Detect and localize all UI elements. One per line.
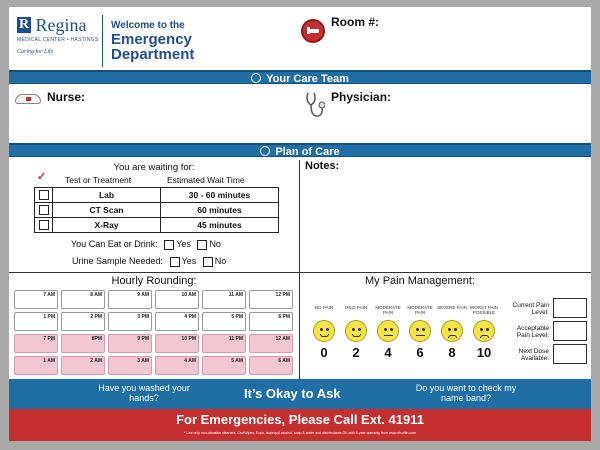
bed-icon (301, 19, 325, 43)
next-dose-label: Next Dose Available: (518, 348, 549, 362)
rounding-slot[interactable]: 11 AM (202, 290, 246, 309)
eat-drink-label: You Can Eat or Drink: (71, 239, 158, 249)
rounding-slot[interactable]: 7 PM (14, 334, 58, 353)
col-header-wait: Estimated Wait Time (167, 175, 245, 185)
pain-management-title: My Pain Management: (364, 275, 476, 287)
rounding-slot[interactable]: 12 PM (249, 290, 293, 309)
urine-yes-checkbox[interactable] (170, 257, 180, 267)
physician-label: Physician: (331, 90, 392, 104)
rounding-slot[interactable]: 5 PM (202, 312, 246, 331)
pain-face-caption: NO PAIN (314, 305, 334, 310)
section-divider-horizontal (9, 272, 591, 273)
logo-r-icon: R (18, 17, 30, 32)
page-title: Emergency Department (111, 31, 195, 63)
current-pain-label: Current Pain Level: (512, 302, 549, 316)
x-ray-checkbox[interactable] (39, 220, 49, 230)
no-label: No (214, 256, 227, 266)
test-wait: 45 minutes (161, 218, 279, 233)
rounding-slot[interactable]: 3 PM (108, 312, 152, 331)
rounding-slot[interactable]: 8 AM (61, 290, 105, 309)
rounding-slot[interactable]: 9 AM (108, 290, 152, 309)
fine-print: * Use only non-abrasive cleaners. CaviWipes, Expo, isopropyl alcohol, soap & water and disinfectants OK with 5-year warranty from www.elsoftin.com (183, 431, 417, 435)
rounding-slot[interactable]: 1 PM (14, 312, 58, 331)
name-band-prompt: Do you want to check my name band? (415, 383, 517, 403)
rounding-slot[interactable]: 4 AM (155, 356, 199, 375)
acceptable-pain-label: Acceptable Pain Level: (516, 325, 549, 339)
ct-scan-checkbox[interactable] (39, 205, 49, 215)
rounding-slot[interactable]: 2 AM (61, 356, 105, 375)
acceptable-pain-field[interactable] (553, 321, 587, 341)
pain-face-caption: MODERATE PAIN (375, 305, 401, 315)
pain-face-caption: SEVERE PAIN (437, 305, 467, 310)
test-wait: 30 - 60 minutes (161, 188, 279, 203)
table-row (35, 188, 279, 203)
plan-icon (260, 146, 270, 156)
rounding-slot[interactable]: 7 AM (14, 290, 58, 309)
notes-label: Notes: (305, 160, 340, 172)
rounding-slot[interactable]: 11 PM (202, 334, 246, 353)
hospital-logo (17, 17, 105, 55)
plan-title: Plan of Care (275, 146, 340, 158)
whiteboard (9, 7, 591, 441)
emergency-text: For Emergencies, Please Call Ext. 41911 (176, 412, 424, 427)
plan-of-care-bar (9, 143, 591, 157)
logo-subtitle: MEDICAL CENTER • HASTINGS (17, 37, 99, 43)
urine-row (72, 256, 226, 267)
care-team-bar (9, 70, 591, 84)
no-label: No (209, 239, 221, 249)
table-row (35, 218, 279, 233)
rounding-slot[interactable]: 9 PM (108, 334, 152, 353)
rounding-slot[interactable]: 10 AM (155, 290, 199, 309)
eat-yes-checkbox[interactable] (164, 240, 174, 250)
test-name: Lab (53, 188, 161, 203)
hourly-rounding-title: Hourly Rounding: (111, 275, 197, 287)
rounding-slot[interactable]: 3 AM (108, 356, 152, 375)
hand-wash-prompt: Have you washed your hands? (98, 383, 190, 403)
pain-face-icon[interactable] (409, 320, 431, 342)
col-header-test: Test or Treatment (65, 175, 132, 185)
pain-face-value: 2 (352, 345, 360, 360)
checkmark-icon: ✓ (37, 171, 47, 183)
rounding-slot[interactable]: 10 PM (155, 334, 199, 353)
ask-bar (9, 379, 591, 409)
care-team-title: Your Care Team (266, 73, 349, 85)
test-wait: 60 minutes (161, 203, 279, 218)
next-dose-field[interactable] (553, 344, 587, 364)
section-divider-vertical (299, 160, 300, 379)
pain-face-caption: WORST PAIN POSSIBLE (469, 305, 499, 315)
table-row (35, 203, 279, 218)
test-name: CT Scan (53, 203, 161, 218)
room-label: Room #: (331, 15, 379, 29)
pain-face-value: 8 (448, 345, 456, 360)
eat-drink-row (71, 239, 221, 250)
okay-to-ask-heading: It’s Okay to Ask (244, 386, 341, 401)
yes-label: Yes (181, 256, 197, 266)
pain-face-icon[interactable] (345, 320, 367, 342)
rounding-slot[interactable]: 6 AM (249, 356, 293, 375)
rounding-slot[interactable]: 1 AM (14, 356, 58, 375)
stethoscope-icon (303, 91, 325, 121)
pain-face-value: 0 (320, 345, 328, 360)
rounding-slot[interactable]: 2 PM (61, 312, 105, 331)
pain-face-caption: MILD PAIN (344, 305, 368, 310)
logo-name: Regina (35, 15, 87, 35)
logo-tagline: Caring for Life (17, 49, 54, 55)
team-icon (251, 73, 261, 83)
pain-face-value: 4 (384, 345, 392, 360)
urine-label: Urine Sample Needed: (72, 256, 164, 266)
pain-face-value: 10 (476, 345, 492, 360)
yes-label: Yes (176, 239, 191, 249)
pain-face-icon[interactable] (313, 320, 335, 342)
pain-face-caption: MODERATE PAIN (407, 305, 433, 315)
welcome-text: Welcome to the (111, 20, 185, 31)
rounding-slot[interactable]: 6 PM (249, 312, 293, 331)
pain-face-value: 6 (416, 345, 424, 360)
lab-checkbox[interactable] (39, 190, 49, 200)
rounding-slot[interactable]: 8PM (61, 334, 105, 353)
eat-no-checkbox[interactable] (197, 240, 207, 250)
test-name: X-Ray (53, 218, 161, 233)
current-pain-field[interactable] (553, 298, 587, 318)
nurse-label: Nurse: (47, 90, 86, 104)
emergency-bar (9, 409, 591, 441)
urine-no-checkbox[interactable] (203, 257, 213, 267)
header-divider (102, 15, 103, 67)
nurse-cap-icon (15, 94, 41, 104)
rounding-slot[interactable]: 5 AM (202, 356, 246, 375)
pain-face-icon[interactable] (377, 320, 399, 342)
tests-table (34, 187, 279, 233)
rounding-slot[interactable]: 4 PM (155, 312, 199, 331)
rounding-slot[interactable]: 12 AM (249, 334, 293, 353)
pain-face-icon[interactable] (473, 320, 495, 342)
waiting-for-label: You are waiting for: (113, 162, 195, 173)
pain-face-icon[interactable] (441, 320, 463, 342)
